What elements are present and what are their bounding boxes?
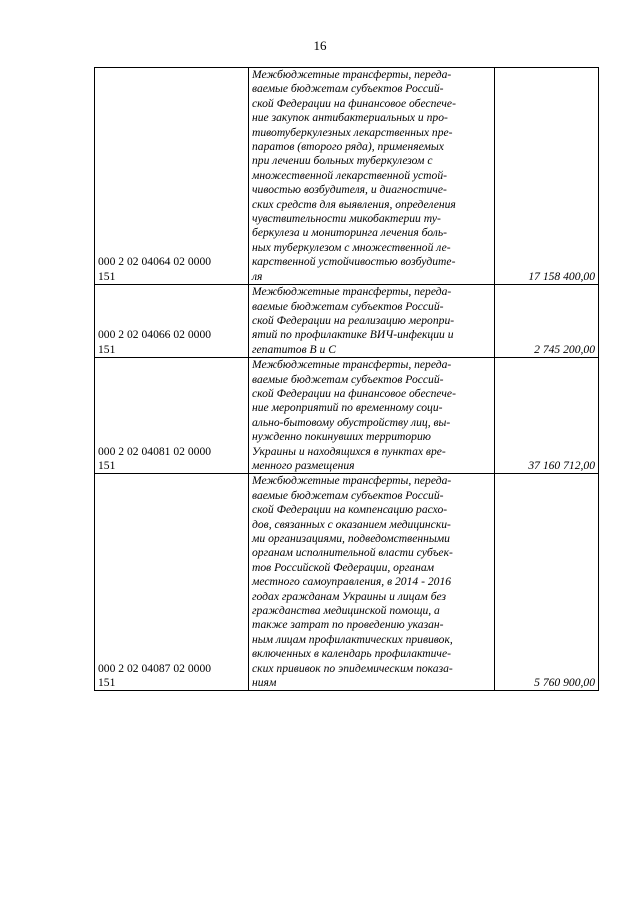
budget-code-cell <box>95 285 249 358</box>
description-line: годах гражданам Украины и лицам без <box>252 589 447 603</box>
description-line: Межбюджетные трансферты, переда- <box>252 68 452 81</box>
description-line: ние мероприятий по временному соци- <box>252 401 443 415</box>
description-line: ской Федерации на компенсацию расхо- <box>252 503 448 517</box>
description-line: при лечении больных туберкулезом с <box>252 154 433 168</box>
description-cell <box>249 285 495 358</box>
budget-code-line: 000 2 02 04066 02 0000 <box>98 328 212 342</box>
description-line: ниям <box>252 676 277 690</box>
budget-code-line: 000 2 02 04087 02 0000 <box>98 661 212 675</box>
description-line: чувствительности микобактерии ту- <box>252 212 441 226</box>
budget-code-line: 151 <box>98 342 116 356</box>
description-line: тивотуберкулезных лекарственных пре- <box>252 125 453 139</box>
description-line: Украины и находящихся в пунктах вре- <box>252 444 446 458</box>
description-line: менного размещения <box>252 458 355 472</box>
budget-code-line: 151 <box>98 676 116 690</box>
budget-code-cell <box>95 358 249 474</box>
description-line: ля <box>252 269 263 283</box>
table-row <box>95 285 599 358</box>
description-cell <box>249 358 495 474</box>
description-line: органам исполнительной власти субъек- <box>252 546 453 560</box>
description-line: ской Федерации на финансовое обеспече- <box>252 386 456 400</box>
table-row <box>95 474 599 691</box>
description-line: ным лицам профилактических прививок, <box>252 632 453 646</box>
description-line: гражданства медицинской помощи, а <box>252 604 440 618</box>
description-line: также затрат по проведению указан- <box>252 618 444 632</box>
description-line: местного самоуправления, в 2014 - 2016 <box>252 575 452 589</box>
description-line: карственной устойчивостью возбудите- <box>252 255 456 269</box>
amount-cell: 2 745 200,00 <box>495 285 599 358</box>
description-line: ваемые бюджетам субъектов Россий- <box>252 372 444 386</box>
description-line: включенных в календарь профилактиче- <box>252 647 451 661</box>
amount-cell: 17 158 400,00 <box>495 68 599 285</box>
description-line: нужденно покинувших территорию <box>252 430 431 444</box>
budget-table <box>94 67 599 691</box>
budget-code-line: 000 2 02 04064 02 0000 <box>98 255 212 269</box>
description-line: беркулеза и мониторинга лечения боль- <box>252 226 447 240</box>
page-number: 16 <box>313 38 327 53</box>
budget-code-line: 151 <box>98 458 116 472</box>
description-cell <box>249 474 495 691</box>
budget-code-cell <box>95 68 249 285</box>
description-line: паратов (второго ряда), применяемых <box>252 140 444 154</box>
budget-code-cell <box>95 474 249 691</box>
description-line: ных туберкулезом с множественной ле- <box>252 240 451 254</box>
description-line: гепатитов B и C <box>252 342 336 356</box>
description-line: Межбюджетные трансферты, переда- <box>252 358 452 372</box>
description-line: множественной лекарственной устой- <box>252 168 448 182</box>
table-row <box>95 358 599 474</box>
description-line: дов, связанных с оказанием медицински- <box>252 517 451 531</box>
description-line: ятий по профилактике ВИЧ-инфекции и <box>252 328 454 342</box>
budget-code-line: 151 <box>98 269 116 283</box>
description-line: Межбюджетные трансферты, переда- <box>252 285 452 299</box>
budget-table-body <box>95 68 599 691</box>
description-line: ских прививок по эпидемическим показа- <box>252 661 453 675</box>
description-line: чивостью возбудителя, и диагностиче- <box>252 183 447 197</box>
description-line: тов Российской Федерации, органам <box>252 560 435 574</box>
description-line: ских средств для выявления, определения <box>252 197 456 211</box>
description-line: ние закупок антибактериальных и про- <box>252 111 448 125</box>
description-line: ваемые бюджетам субъектов Россий- <box>252 299 444 313</box>
table-row <box>95 68 599 285</box>
description-line: ально-бытовому обустройству лиц, вы- <box>252 415 451 429</box>
description-line: Межбюджетные трансферты, переда- <box>252 474 452 488</box>
description-cell <box>249 68 495 285</box>
amount-cell: 5 760 900,00 <box>495 474 599 691</box>
description-line: ми организациями, подведомственными <box>252 532 450 545</box>
description-line: ской Федерации на реализацию меропри- <box>252 313 455 327</box>
amount-cell: 37 160 712,00 <box>495 358 599 474</box>
budget-code-line: 000 2 02 04081 02 0000 <box>98 444 212 458</box>
description-line: ваемые бюджетам субъектов Россий- <box>252 488 444 502</box>
description-line: ской Федерации на финансовое обеспече- <box>252 96 456 110</box>
description-line: ваемые бюджетам субъектов Россий- <box>252 82 444 96</box>
